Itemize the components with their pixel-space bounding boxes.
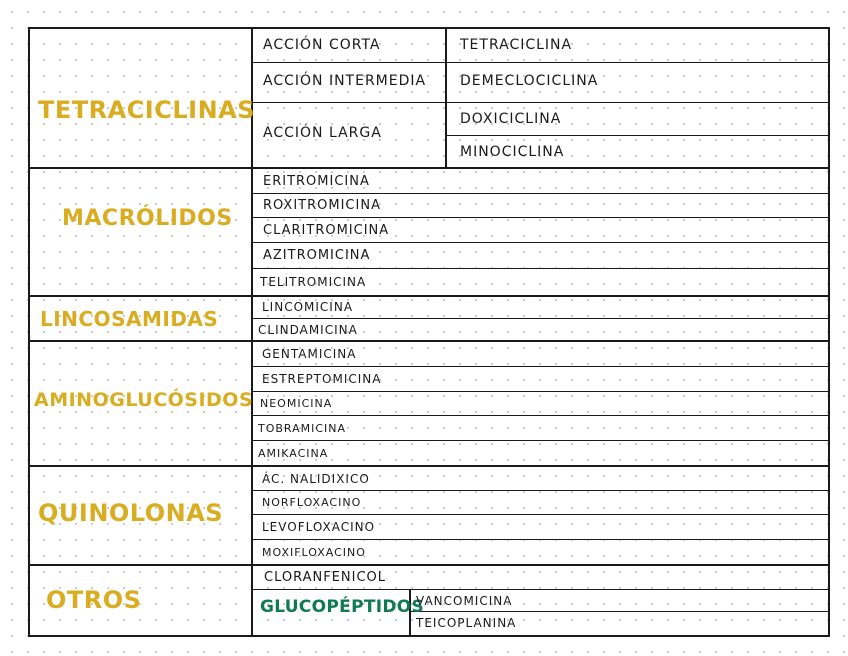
drug-cloranfenicol: CLORANFENICOL [264, 570, 387, 585]
row-line [252, 391, 830, 392]
drug-moxifloxacino: MOXIFLOXACINO [262, 545, 366, 559]
category-quinolonas: QUINOLONAS [38, 499, 224, 527]
drug-amikacina: AMIKACINA [258, 446, 329, 460]
drug-lincomicina: LINCOMICINA [262, 300, 354, 314]
table-border-right [828, 27, 830, 637]
type-accion-intermedia: ACCIÓN INTERMEDIA [263, 73, 427, 89]
row-line [252, 589, 830, 590]
drug-estreptomicina: ESTREPTOMICINA [262, 372, 382, 386]
category-lincosamidas: LINCOSAMIDAS [40, 307, 219, 331]
category-tetraciclinas: TETRACICLINAS [38, 96, 256, 124]
row-line [252, 62, 830, 63]
tetra-column-divider [445, 27, 447, 168]
drug-claritromicina: CLARITROMICINA [263, 222, 390, 238]
drug-minociclina: MINOCICLINA [460, 144, 565, 160]
category-macrolidos: MACRÓLIDOS [62, 205, 233, 231]
drug-doxiciclina: DOXICICLINA [460, 111, 562, 127]
drug-azitromicina: AZITROMICINA [263, 248, 371, 263]
drug-vancomicina: VANCOMICINA [416, 593, 513, 608]
subgroup-glucopeptidos: GLUCOPÉPTIDOS [260, 597, 425, 617]
divider-macro-linco [28, 295, 830, 297]
drug-teicoplanina: TEICOPLANINA [416, 616, 517, 630]
drug-eritromicina: ERITROMICINA [263, 173, 370, 189]
drug-norfloxacino: NORFLOXACINO [262, 496, 362, 509]
row-line [446, 135, 830, 136]
drug-roxitromicina: ROXITROMICINA [263, 198, 381, 213]
drug-levofloxacino: LEVOFLOXACINO [262, 520, 376, 534]
drug-ac-nalidixico: ÁC. NALIDIXICO [262, 471, 370, 486]
drug-neomicina: NEOMICINA [260, 397, 333, 410]
drug-telitromicina: TELITROMICINA [260, 275, 367, 289]
table-border-left [28, 27, 30, 637]
divider-linco-amino [28, 340, 830, 342]
drug-tobramicina: TOBRAMICINA [258, 421, 347, 435]
table-border-top [28, 27, 830, 29]
divider-amino-quino [28, 465, 830, 467]
category-otros: OTROS [46, 586, 142, 614]
drug-clindamicina: CLINDAMICINA [258, 322, 358, 337]
type-accion-corta: ACCIÓN CORTA [263, 37, 381, 53]
drug-demeclociclina: DEMECLOCICLINA [460, 73, 599, 89]
divider-tetra-macro [28, 167, 830, 169]
type-accion-larga: ACCIÓN LARGA [263, 125, 382, 141]
drug-tetraciclina: TETRACICLINA [460, 37, 573, 53]
row-line [252, 102, 830, 103]
table-border-bottom [28, 635, 830, 637]
drug-gentamicina: GENTAMICINA [262, 347, 357, 361]
row-line [252, 440, 830, 441]
divider-quino-otros [28, 564, 830, 566]
category-aminoglucosidos: AMINOGLUCÓSIDOS [34, 389, 254, 411]
